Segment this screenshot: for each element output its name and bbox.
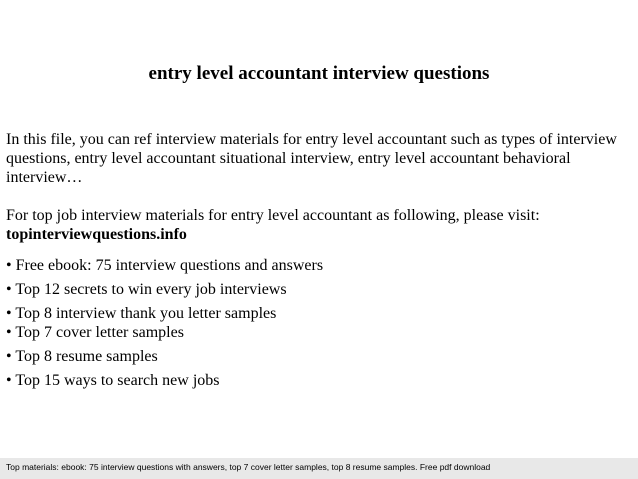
page-title: entry level accountant interview questions [148, 63, 490, 84]
footer-bar [0, 458, 638, 479]
intro-paragraph: In this file, you can ref interview materials for entry level accountant such as types of interview questions, entry level accountant situational interview, entry level accountant behavioral interview… [6, 131, 617, 186]
bullet-list [6, 256, 634, 390]
footer-text: Top materials: ebook: 75 interview questions with answers, top 7 cover letter samples, top 8 resume samples. Free pdf download [6, 462, 491, 472]
list-item: • Top 12 secrets to win every job interviews [6, 281, 287, 298]
visit-text: For top job interview materials for entry level accountant as following, please visit: [6, 207, 540, 224]
site-link[interactable]: topinterviewquestions.info [6, 226, 187, 243]
list-item: • Top 15 ways to search new jobs [6, 372, 220, 389]
list-item: • Top 8 interview thank you letter samples [6, 305, 277, 322]
list-item: • Top 7 cover letter samples [6, 324, 184, 341]
list-item: • Free ebook: 75 interview questions and answers [6, 257, 324, 274]
visit-paragraph [6, 206, 634, 244]
list-item: • Top 8 resume samples [6, 348, 158, 365]
slide-body [6, 130, 634, 390]
